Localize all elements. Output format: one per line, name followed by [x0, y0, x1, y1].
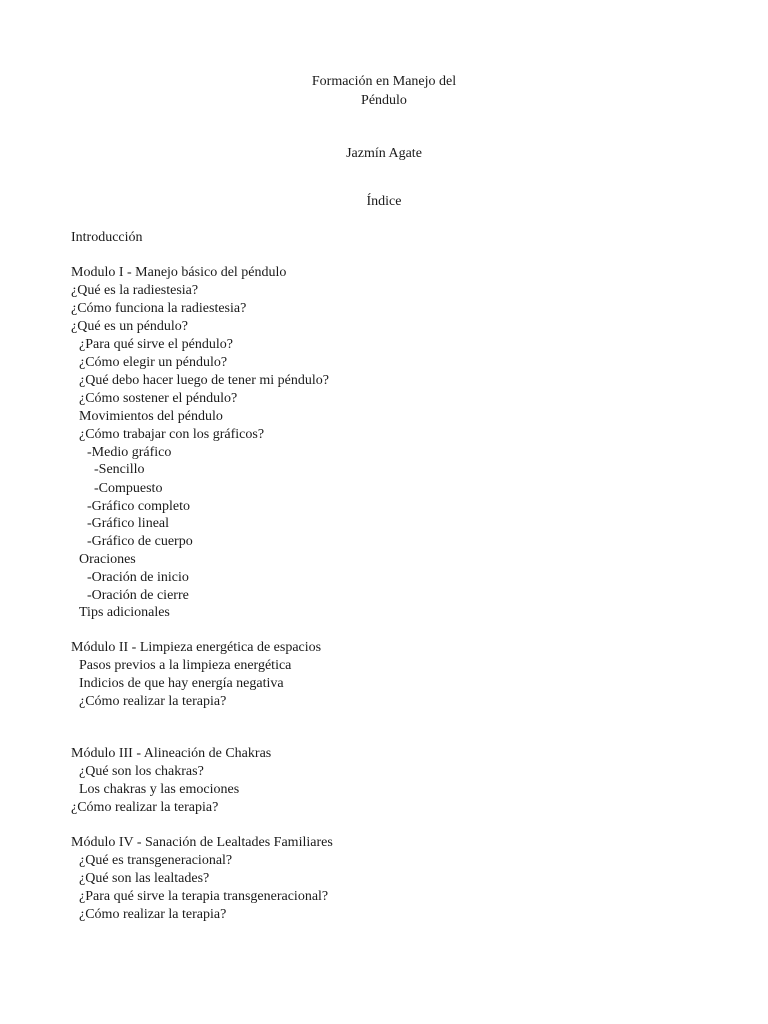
toc-entry: Introducción [71, 230, 143, 245]
toc-entry: Los chakras y las emociones [79, 782, 240, 797]
toc-entry: ¿Cómo funciona la radiestesia? [71, 301, 247, 316]
toc-entry: Módulo II - Limpieza energética de espacios [71, 640, 322, 655]
toc-entry: ¿Qué son los chakras? [79, 764, 204, 779]
toc-entry: -Sencillo [94, 462, 145, 477]
toc-entry: ¿Cómo realizar la terapia? [79, 907, 227, 922]
toc-entry: -Gráfico lineal [87, 516, 170, 531]
toc-entry: Movimientos del péndulo [79, 409, 223, 424]
toc-entry: ¿Para qué sirve la terapia transgeneracional? [79, 889, 329, 904]
toc-entry: -Oración de inicio [87, 570, 189, 585]
toc-entry: ¿Qué debo hacer luego de tener mi péndulo? [79, 373, 329, 388]
toc-entry: ¿Cómo realizar la terapia? [71, 800, 219, 815]
toc-entry: -Compuesto [94, 481, 163, 496]
toc-entry: ¿Qué es la radiestesia? [71, 283, 199, 298]
toc-entry: ¿Cómo sostener el péndulo? [79, 391, 238, 406]
toc-entry: ¿Qué son las lealtades? [79, 871, 210, 886]
toc-entry: Indicios de que hay energía negativa [79, 676, 284, 691]
toc-entry: Tips adicionales [79, 605, 170, 620]
document-title-line-2: Péndulo [361, 93, 407, 108]
toc-entry: Modulo I - Manejo básico del péndulo [71, 265, 287, 280]
toc-entry: ¿Qué es transgeneracional? [79, 853, 233, 868]
toc-entry: -Medio gráfico [87, 445, 172, 460]
document-title-line-1: Formación en Manejo del [311, 74, 457, 89]
toc-entry: -Gráfico completo [87, 499, 191, 514]
toc-entry: Pasos previos a la limpieza energética [79, 658, 292, 673]
toc-entry: ¿Qué es un péndulo? [71, 319, 189, 334]
toc-entry: -Oración de cierre [87, 588, 189, 603]
document-author: Jazmín Agate [346, 146, 422, 161]
toc-entry: Oraciones [79, 552, 136, 567]
toc-entry: ¿Cómo realizar la terapia? [79, 694, 227, 709]
index-heading: Índice [366, 194, 402, 209]
toc-entry: ¿Cómo elegir un péndulo? [79, 355, 228, 370]
toc-entry: ¿Cómo trabajar con los gráficos? [79, 427, 265, 442]
toc-entry: ¿Para qué sirve el péndulo? [79, 337, 233, 352]
toc-entry: Módulo IV - Sanación de Lealtades Familiares [71, 835, 333, 850]
toc-entry: Módulo III - Alineación de Chakras [71, 746, 272, 761]
toc-entry: -Gráfico de cuerpo [87, 534, 193, 549]
